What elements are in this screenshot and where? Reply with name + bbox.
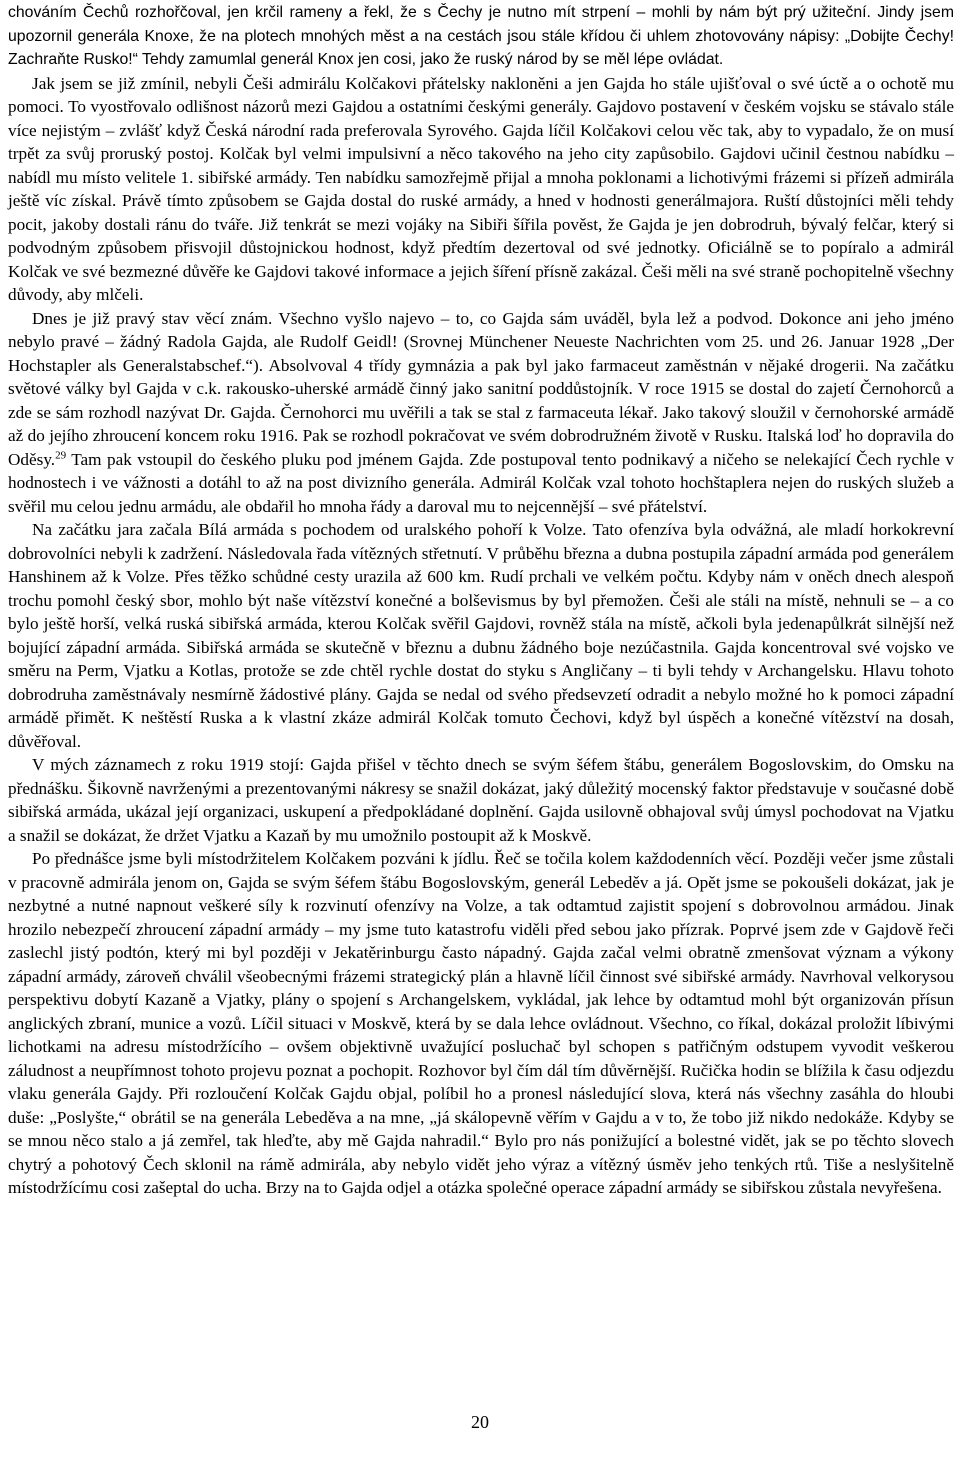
paragraph-1: chováním Čechů rozhořčoval, jen krčil rameny a řekl, že s Čechy je nutno mít strpení – mohli by nám být prý užiteční. Jindy jsem upozornil generála Knoxe, že na plotech mnohých měst a na cestách jsou stále křídou či uhlem zhotovovány nápisy: „Dobijte Čechy! Zachraňte Rusko!“ Tehdy zamumlal generál Knox jen cosi, jako že ruský národ by se měl lépe ovládat. (8, 4, 954, 68)
paragraph-4: Na začátku jara začala Bílá armáda s pochodem od uralského pohoří k Volze. Tato ofenzíva byla odvážná, ale mladí horkokrevní dobrovolníci nebyli k zadržení. Následovala řada vítězných střetnutí. V průběhu března a dubna postupila západní armáda pod generálem Hanshinem až k Volze. Přes těžko schůdné cesty urazila až 600 km. Rudí prchali ve velkém počtu. Kdyby nám v oněch dnech alespoň trochu pomohl český sbor, mohlo být naše vítězství konečné a bolševismus by byl přemožen. Češi ale stáli na místě, nehnuli se – a co bylo ještě horší, velká ruská sibiřská armáda, kterou Kolčak svěřil Gajdovi, rovněž stála na místě, ačkoli byla jedenapůlkrát silnější než bojující západní armáda. Sibiřská armáda se skutečně v březnu a dubnu žádného boje nezúčastnila. Gajda koncentroval své vojsko ve směru na Perm, Vjatku a Kotlas, protože se zde chtěl rychle dostat do styku s Angličany – ti byli tehdy v Archangelsku. Hlavu tohoto dobrodruha zaměstnávaly nesmírně žádostivé plány. Gajda se nedal od svého předsevzetí odradit a nebylo možné ho k pomoci západní armádě přimět. K neštěstí Ruska a k vlastní zkáze admirál Kolčak tomuto Čechovi, když byl úspěch a konečné vítězství na dosah, důvěřoval. (8, 520, 954, 751)
paragraph-3-text-b: Tam pak vstoupil do českého pluku pod jménem Gajda. Zde postupoval tento podnikavý a ničeho se nelekající Čech rychle v hodnostech i ve vážnosti a dotáhl to až na post divizního generála. Admirál Kolčak vzal tohoto hochštaplera nejen do ruských služeb a svěřil mu celou jednu armádu, ale obdařil ho mnoha řády a daroval mu to nejcennější – své přátelství. (8, 449, 954, 516)
paragraph-6: Po přednášce jsme byli místodržitelem Kolčakem pozváni k jídlu. Řeč se točila kolem každodenních věcí. Později večer jsme zůstali v pracovně admirála jenom on, Gajda se svým šéfem štábu Bogoslovským, generál Lebeděv a já. Opět jsme se pokoušeli dokázat, jak je nezbytné a nutné napnout veškeré síly k rozvinutí ofenzívy na Volze, a tak odtamtud zajistit spojení s dobrovolnou armádou. Jinak hrozilo nebezpečí zhroucení západní armády – my jsme tuto katastrofu viděli před sebou jako přízrak. Poprvé jsem zde v Gajdově řeči zaslechl jistý podtón, který mi byl později v Jekatěrinburgu často nápadný. Gajda začal velmi obratně zmenšovat význam a výkony západní armády, zároveň chválil všeobecnými frázemi strategický plán a hlavně líčil činnost své sibiřské armády. Navrhoval velkorysou perspektivu dobytí Kazaně a Vjatky, plány o spojení s Archangelskem, vykládal, jak lehce by odtamtud mohl být organizován přísun anglických zbraní, munice a vozů. Líčil situaci v Moskvě, která by se dala lehce ovládnout. Všechno, co říkal, dokázal proložit líbivými lichotkami na adresu místodržícího – ovšem objektivně uvažující posluchač byl schopen s patřičným odstupem vyvodit veškerou záludnost a neupřímnost tohoto projevu poznat a pochopit. Rozhovor byl čím dál tím důvěrnější. Ručička hodin se blížila k času odjezdu vlaku generála Gajdy. Při rozloučení Kolčak Gajdu objal, políbil ho a pronesl následující slova, která nás všechny zasáhla do hloubi duše: „Poslyšte,“ obrátil se na generála Lebeděva a na mne, „já skálopevně věřím v Gajdu a v to, že tobo již nikdo nedokáže. Kdyby se se mnou něco stalo a já zemřel, tak hleďte, aby mě Gajda nahradil.“ Bylo pro nás ponižující a bolestné vidět, jak se po těchto slovech chytrý a pohotový Čech sklonil na rámě admirála, aby nebylo vidět jeho výraz a vítězný úsměv jeho tenkých rtů. Tiše a neslyšitelně místodržícímu cosi zašeptal do ucha. Brzy na to Gajda odjel a otázka společné operace západní armády se sibiřskou zůstala nevyřešena. (8, 849, 954, 1197)
page-number: 20 (471, 1412, 489, 1432)
paragraph-5: V mých záznamech z roku 1919 stojí: Gajda přišel v těchto dnech se svým šéfem štábu, generálem Bogoslovskim, do Omsku na přednášku. Šikovně navrženými a prezentovanými nákresy se snažil dokázat, jaký důležitý mocenský faktor představuje v současné době sibiřská armáda, ukázal její organizaci, uskupení a předpokládané doplnění. Gajda usilovně obhajoval svůj úmysl pochodovat na Vjatku a snažil se dokázat, že držet Vjatku a Kazaň by mu umožnilo postoupit až k Moskvě. (8, 755, 954, 845)
paragraph-2: Jak jsem se již zmínil, nebyli Češi admirálu Kolčakovi přátelsky nakloněni a jen Gajda ho stále ujišťoval o své úctě a o ochotě mu pomoci. To vyostřovalo odlišnost názorů mezi Gajdou a ostatními českými generály. Gajdovo postavení v českém vojsku se stávalo stále více nejistým – zvlášť když Česká národní rada preferovala Syrového. Gajda líčil Kolčakovi celou věc tak, aby to vypadalo, že on musí trpět za svůj proruský postoj. Kolčak byl velmi impulsivní a něco takového na jeho city zapůsobilo. Gajdovi učinil čestnou nabídku – nabídl mu místo velitele 1. sibiřské armády. Ten nabídku samozřejmě přijal a mnoha poklonami a lichotivými frázemi si přízeň admirála ještě víc získal. Právě tímto způsobem se Gajda dostal do ruské armády, a hned v hodnosti generálmajora. Ruští důstojníci měli tehdy pocit, jakoby dostali ránu do tváře. Již tenkrát se mezi vojáky na Sibiři šířila pověst, že Gajda je jen dobrodruh, bývalý felčar, který si podvodným způsobem přisvojil důstojnickou hodnost, když předtím dezertoval od své jednotky. Oficiálně se to popíralo a admirál Kolčak ve své bezmezné důvěře ke Gajdovi takové informace a jejich šíření přísně zakázal. Češi měli na své straně pochopitelně všechny důvody, aby mlčeli. (8, 73, 954, 304)
paragraph-3-text-a: Dnes je již pravý stav věcí znám. Všechno vyšlo najevo – to, co Gajda sám uváděl, byla lež a podvod. Dokonce ani jeho jméno nebylo pravé – žádný Radola Gajda, ale Rudolf Geidl! (Srovnej Münchener Neueste Nachrichten vom 25. und 26. Januar 1928 „Der Hochstapler als Generalstabschef.“). Absolvoval 4 třídy gymnázia a pak byl jako farmaceut zaměstnán v nějaké drogerii. Na začátku světové války byl Gajda v c.k. rakousko-uherské armádě činný jako sanitní poddůstojník. V roce 1915 se dostal do zajetí Černohorců a zde se sám rozhodl nazývat Dr. Gajda. Černohorci mu uvěřili a tak se stal z farmaceuta lékař. Jako takový sloužil v černohorské armádě až do jejího zhroucení koncem roku 1916. Pak se rozhodl pokračovat ve svém dobrodružném životě v Rusku. Italská loď ho dopravila do Oděsy. (8, 308, 954, 469)
footnote-marker[interactable]: 29 (55, 448, 67, 461)
paragraph-3 (8, 307, 954, 519)
